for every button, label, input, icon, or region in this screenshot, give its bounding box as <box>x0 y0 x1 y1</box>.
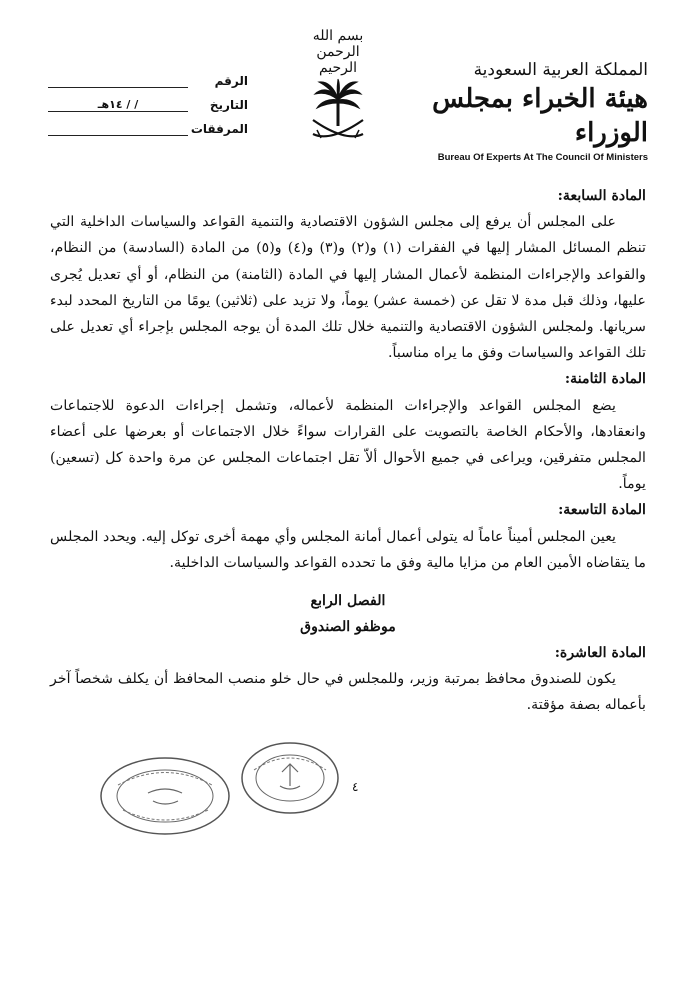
palm-swords-emblem-icon <box>303 76 373 146</box>
chapter-subtitle: موظفو الصندوق <box>300 619 396 636</box>
attachments-label: المرفقات <box>190 122 248 136</box>
article-paragraph: يعين المجلس أميناً عاماً له يتولى أعمال أمانة المجلس وأي مهمة أخرى توكل إليه. ويحدد المجلس ما يتقاضاه الأمين العام من مزايا مالية وفق ما تحدده القواعد والسياسات الداخلية. <box>50 528 646 571</box>
reference-fields <box>48 64 248 136</box>
article-heading: المادة التاسعة: <box>558 502 646 519</box>
ref-number-label: الرقم <box>214 74 248 88</box>
ref-number-line <box>48 73 188 88</box>
article-heading: المادة السابعة: <box>557 188 646 204</box>
article-paragraph: يضع المجلس القواعد والإجراءات المنظمة لأعماله، وتشمل إجراءات الدعوة للاجتماعات وانعقادها، والأحكام الخاصة بالتصويت على القرارات سواءً خلال الاجتماعات أو بعرضها على أعضاء المجلس متفرقين، ويراعى في جميع الأحوال ألاّ تقل اجتماعات المجلس عن مرة واحدة كل (تسعين) يوماً. <box>50 397 646 493</box>
letterhead <box>428 60 648 163</box>
bureau-name-arabic: هيئة الخبراء بمجلس الوزراء <box>432 84 648 148</box>
ref-number-row <box>48 64 248 88</box>
kingdom-name: المملكة العربية السعودية <box>473 60 648 80</box>
basmala: بسم الله الرحمن الرحيم <box>312 28 364 76</box>
official-seal-stamp <box>240 740 340 816</box>
date-label: التاريخ <box>209 98 248 112</box>
article-heading: المادة العاشرة: <box>554 645 646 662</box>
date-row <box>48 88 248 112</box>
bureau-name-english: Bureau Of Experts At The Council Of Ministers <box>437 152 648 163</box>
chapter-title: الفصل الرابع <box>310 593 386 610</box>
emblem <box>298 28 378 146</box>
attachments-line <box>48 121 188 136</box>
page-number: ٤ <box>352 780 359 794</box>
article-paragraph: على المجلس أن يرفع إلى مجلس الشؤون الاقتصادية والتنمية القواعد والسياسات الداخلية التي تنظم المسائل المشار إليها في الفقرات (١) و(٢) و(٣) و(٤) و(٥) من المادة (السادسة) من النظام، والقواعد والإجراءات المنظمة لأعمال المشار إليها في المادة (الثامنة) من النظام، أو أي تعديل يُجرى عليها، وذلك قبل مدة لا تقل عن (خمسة عشر) يوماً، ولا تزيد على (ثلاثين) يومًا من التاريخ المحدد لبدء سريانها. ولمجلس الشؤون الاقتصادية والتنمية خلال تلك المدة أن يوجه المجلس بإجراء أي تعديل على تلك القواعد والسياسات وفق ما يراه مناسباً. <box>50 214 646 362</box>
document-body <box>50 183 646 719</box>
official-seal-stamp <box>98 755 233 837</box>
article-paragraph: يكون للصندوق محافظ بمرتبة وزير، وللمجلس في حال خلو منصب المحافظ أن يكلف شخصاً آخر بأعماله بصفة مؤقتة. <box>50 671 646 714</box>
attachments-row <box>48 112 248 136</box>
date-value: / / ١٤هـ <box>48 97 188 112</box>
article-heading: المادة الثامنة: <box>564 371 646 388</box>
